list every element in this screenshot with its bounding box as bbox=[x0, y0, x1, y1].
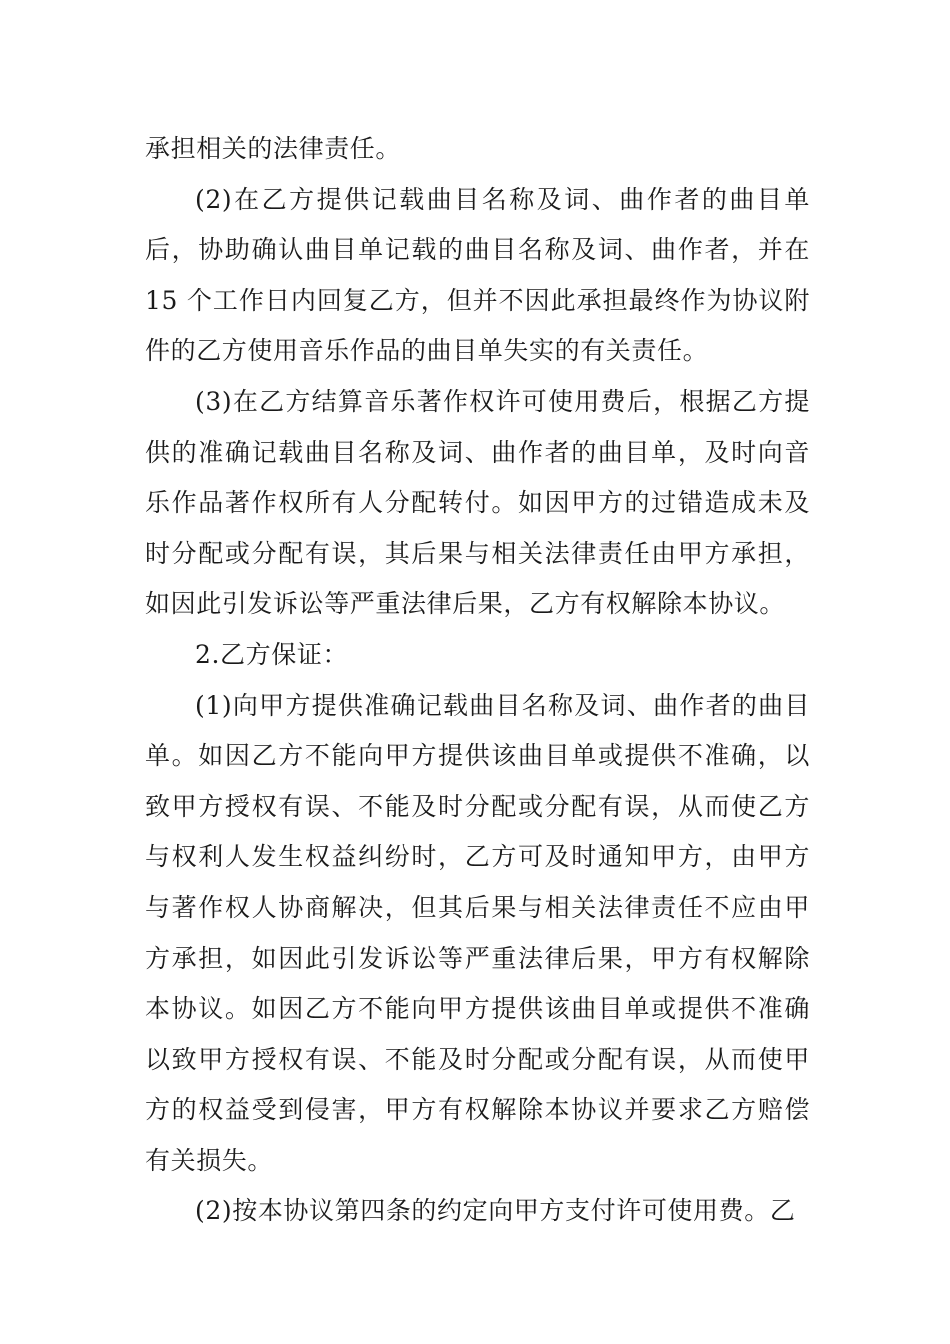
section-heading-party-b-guarantee: 2.乙方保证： bbox=[195, 639, 349, 669]
paragraph-clause-b1: (1)向甲方提供准确记载曲目名称及词、曲作者的曲目单。如因乙方不能向甲方提供该曲目单或提供不准确，以致甲方授权有误、不能及时分配或分配有误，从而使乙方与权利人发生权益纠纷时，乙方可及时通知甲方，由甲方与著作权人协商解决，但其后果与相关法律责任不应由甲方承担，如因此引发诉讼等严重法律后果，甲方有权解除本协议。如因乙方不能向甲方提供该曲目单或提供不准确以致甲方授权有误、不能及时分配或分配有误，从而使甲方的权益受到侵害，甲方有权解除本协议并要求乙方赔偿有关损失。 bbox=[145, 690, 810, 1175]
paragraph-clause-b2: (2)按本协议第四条的约定向甲方支付许可使用费。乙 bbox=[195, 1196, 796, 1226]
paragraph-continuation: 承担相关的法律责任。 bbox=[145, 134, 402, 163]
document-body bbox=[145, 124, 810, 1237]
paragraph-clause-3: (3)在乙方结算音乐著作权许可使用费后，根据乙方提供的准确记载曲目名称及词、曲作者的曲目单，及时向音乐作品著作权所有人分配转付。如因甲方的过错造成未及时分配或分配有误，其后果与相关法律责任由甲方承担，如因此引发诉讼等严重法律后果，乙方有权解除本协议。 bbox=[145, 386, 810, 619]
paragraph-clause-2: (2)在乙方提供记载曲目名称及词、曲作者的曲目单后，协助确认曲目单记载的曲目名称及词、曲作者，并在 15 个工作日内回复乙方，但并不因此承担最终作为协议附件的乙方使用音乐作品的曲目单失实的有关责任。 bbox=[145, 184, 810, 366]
